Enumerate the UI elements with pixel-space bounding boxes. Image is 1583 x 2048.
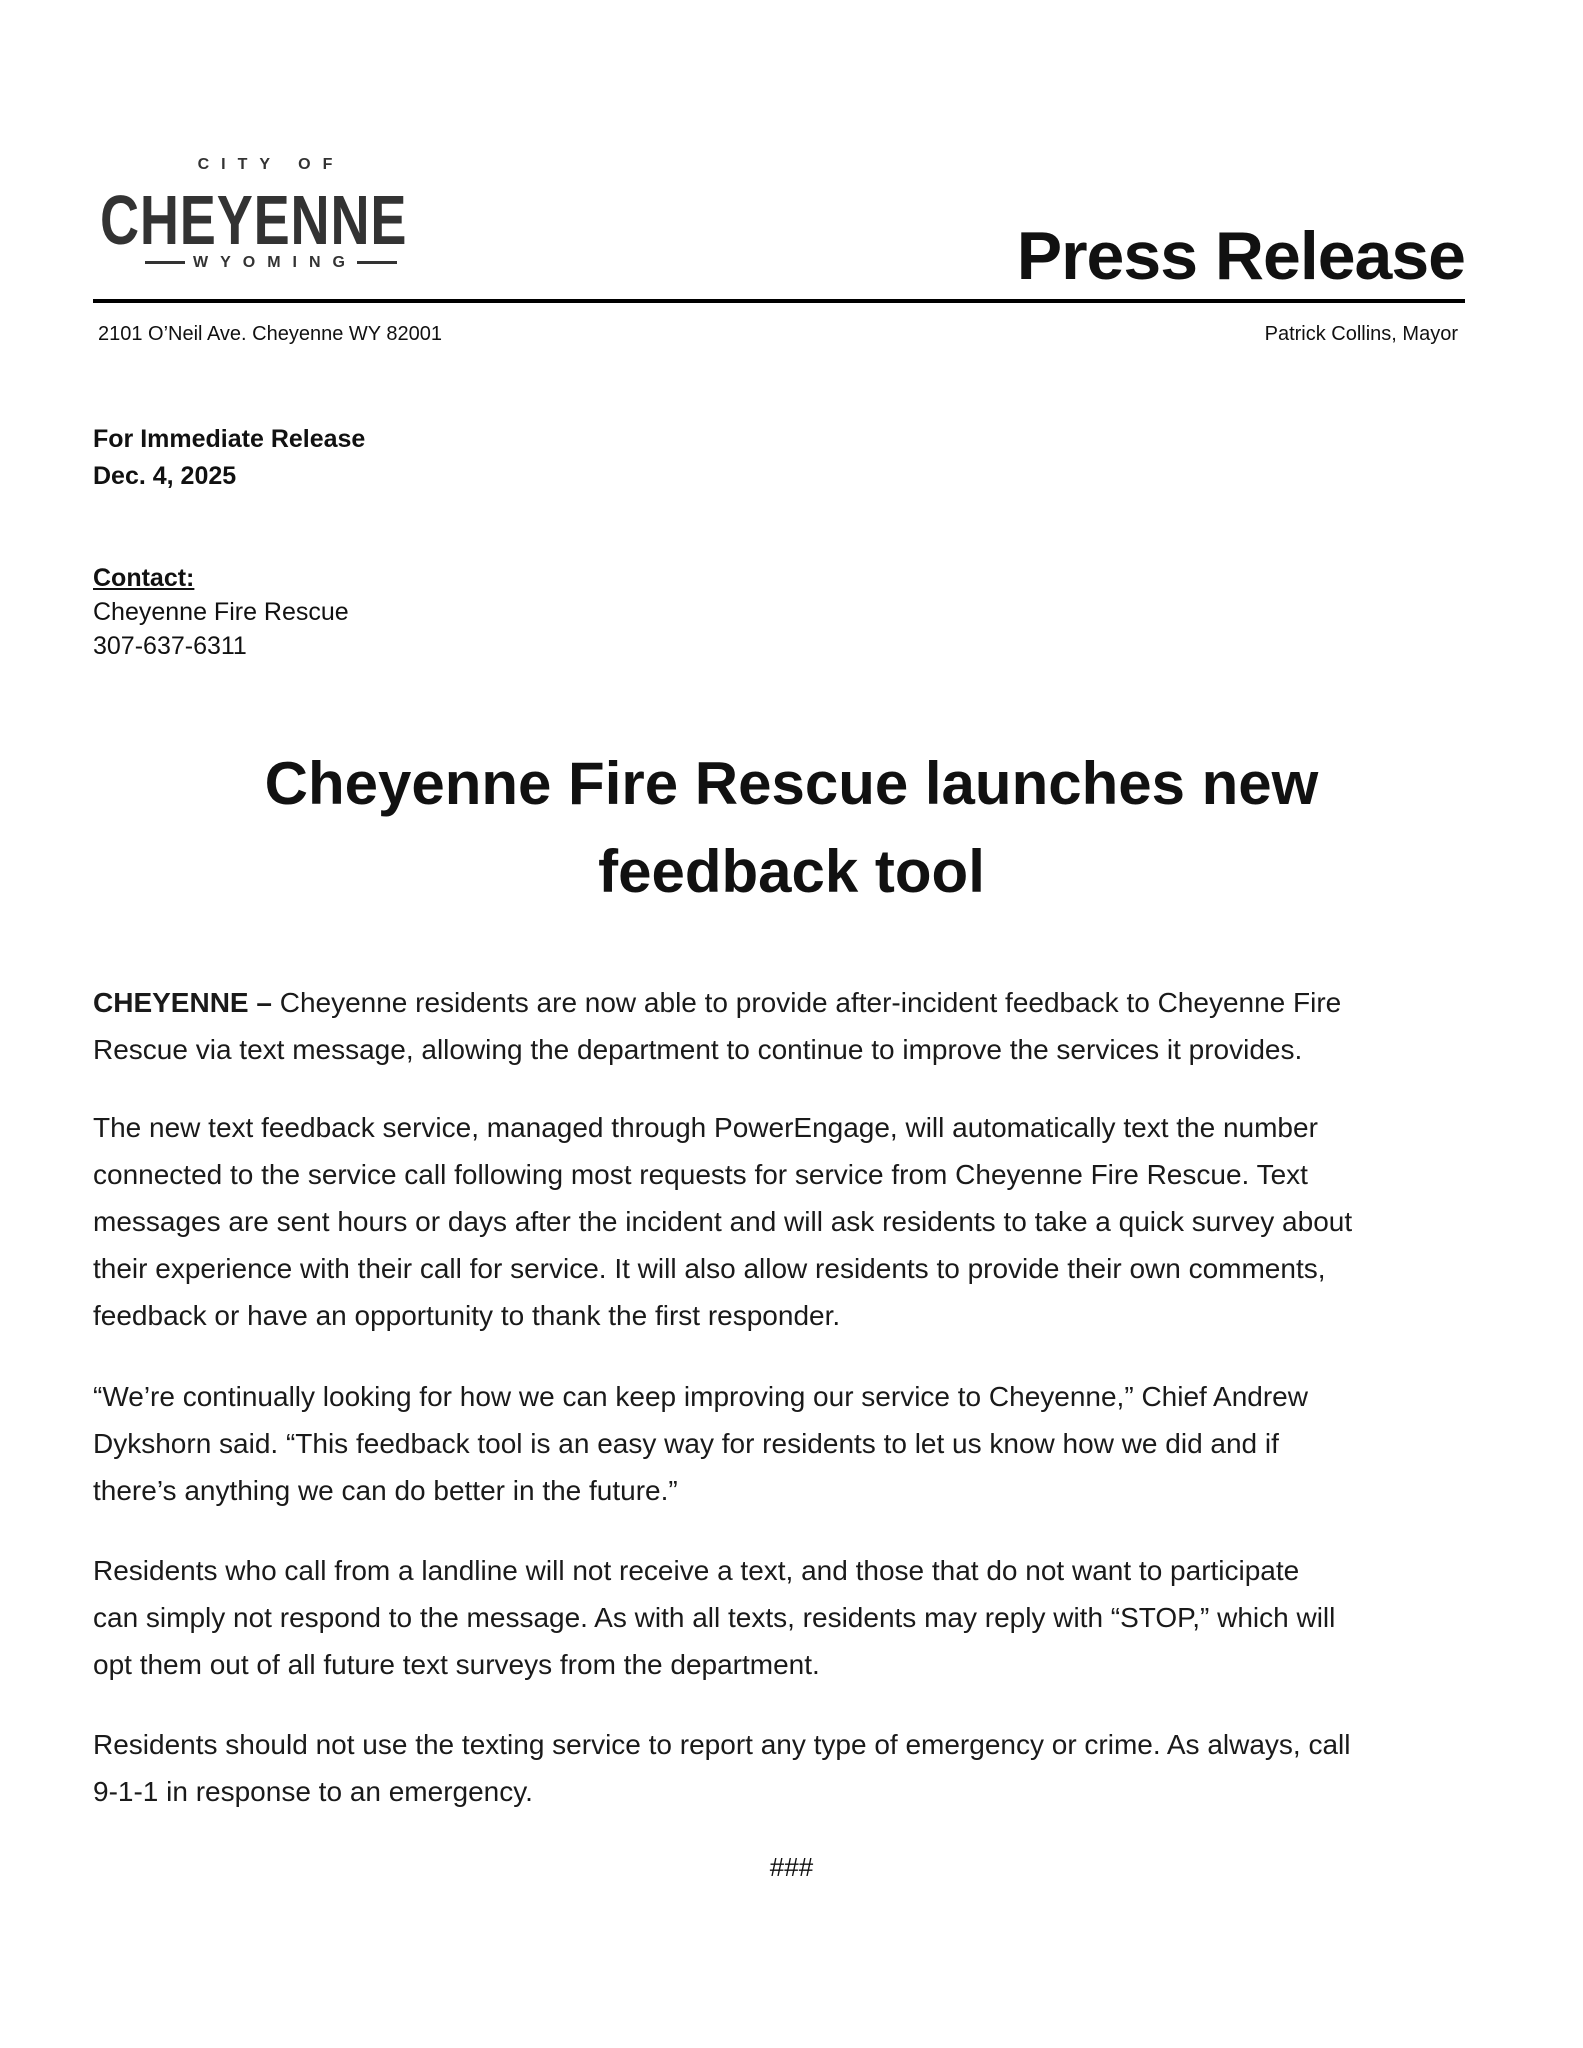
logo-city-of: CITY OF	[197, 156, 345, 173]
header-rule	[93, 299, 1465, 303]
paragraph-line: Residents should not use the texting service to report any type of emergency or crime. As always, call	[93, 1729, 1351, 1760]
paragraph-3	[93, 1373, 1493, 1514]
mayor: Patrick Collins, Mayor	[1264, 323, 1458, 345]
logo-cheyenne: CHEYENNE	[100, 181, 408, 259]
paragraph-line: there’s anything we can do better in the future.”	[93, 1475, 678, 1506]
dateline: CHEYENNE –	[93, 987, 272, 1018]
paragraph-line: Rescue via text message, allowing the department to continue to improve the services it provides.	[93, 1034, 1303, 1065]
paragraph-4	[93, 1547, 1493, 1688]
paragraph-line: can simply not respond to the message. As with all texts, residents may reply with “STOP,” which will	[93, 1602, 1336, 1633]
paragraph-line: their experience with their call for service. It will also allow residents to provide their own comments,	[93, 1253, 1326, 1284]
paragraph-line: Cheyenne residents are now able to provide after-incident feedback to Cheyenne Fire	[271, 987, 1342, 1018]
release-label: For Immediate Release	[93, 425, 366, 453]
paragraph-line: Dykshorn said. “This feedback tool is an easy way for residents to let us know how we did and if	[93, 1428, 1279, 1459]
paragraph-1	[93, 979, 1493, 1073]
paragraph-line: 9-1-1 in response to an emergency.	[93, 1776, 533, 1807]
page-title: Press Release	[1016, 218, 1465, 294]
address: 2101 O’Neil Ave. Cheyenne WY 82001	[98, 323, 442, 345]
paragraph-line: “We’re continually looking for how we can keep improving our service to Cheyenne,” Chief Andrew	[93, 1381, 1308, 1412]
contact-label: Contact:	[93, 564, 195, 592]
release-date: Dec. 4, 2025	[93, 462, 237, 490]
headline-line: Cheyenne Fire Rescue launches new	[264, 750, 1319, 817]
headline	[0, 740, 1583, 916]
logo-wyoming	[102, 254, 440, 272]
paragraph-line: feedback or have an opportunity to thank the first responder.	[93, 1300, 841, 1331]
paragraph-line: connected to the service call following most requests for service from Cheyenne Fire Rescue. Text	[93, 1159, 1308, 1190]
logo-wyoming-text: WYOMING	[193, 254, 357, 271]
paragraph-line: Residents who call from a landline will not receive a text, and those that do not want to participate	[93, 1555, 1300, 1586]
paragraph-2	[93, 1104, 1493, 1339]
paragraph-5	[93, 1721, 1493, 1815]
paragraph-line: messages are sent hours or days after the incident and will ask residents to take a quick survey about	[93, 1206, 1353, 1237]
paragraph-line: The new text feedback service, managed through PowerEngage, will automatically text the number	[93, 1112, 1318, 1143]
contact-name: Cheyenne Fire Rescue	[93, 598, 349, 626]
contact-phone: 307-637-6311	[93, 632, 247, 660]
paragraph-line: opt them out of all future text surveys from the department.	[93, 1649, 820, 1680]
headline-line: feedback tool	[598, 838, 985, 905]
end-mark: ###	[769, 1852, 814, 1882]
